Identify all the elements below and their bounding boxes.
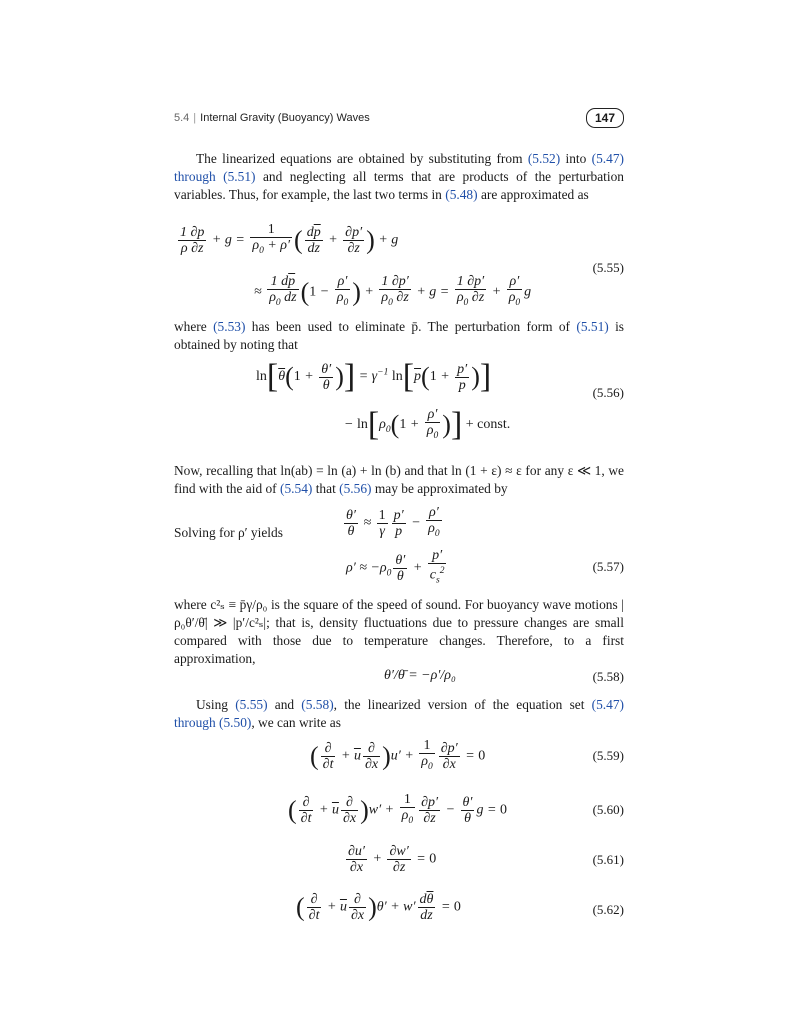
const-term: + const. — [465, 417, 511, 433]
equation-link[interactable]: (5.55) — [235, 697, 268, 712]
text-run: Now, recalling that ln(ab) = ln (a) + ln (b) and that ln (1 + ε) ≈ ε for any ε ≪ 1, we find with the aid of — [174, 463, 624, 496]
equation-number: (5.58) — [592, 669, 624, 684]
equation-5-57 — [174, 548, 624, 588]
approx-expression: $\frac{\theta'}{\theta}$ ≈ $\frac{1}{\gamma}$ $\frac{p'}{p}$ − $\frac{\rho'}{\rho_0}$ — [342, 505, 444, 542]
equation-5-55-line-2: ≈ $\frac{1 d\overline{p}}{\rho_0 dz}$ (1 − $\frac{\rho'}{\rho_0}$ ) + $\frac{1 \partial p'}{\rho_0 \partial z}$ + g = $\frac{1 \partial p'}{\rho_0 \partial z}$ + $\frac{\rho'}{\rho_0}$ g — [254, 274, 531, 311]
equation-5-56-line-1: $\ln[\overline{\theta}(1$ + $\frac{\theta'}{\theta}$ )] = $\gamma^{-1}$ $\ln[\overline{p}(1$ + $\frac{p'}{p}$ )] — [256, 358, 492, 395]
equation-link[interactable]: (5.47) through (5.50) — [174, 697, 625, 730]
equation-5-55 — [174, 222, 624, 314]
section-number: 5.4 — [174, 112, 190, 124]
paragraph-5: where c²ₛ ≡ p̄γ/ρ₀ is the square of the speed of sound. For buoyancy wave motions |ρ₀θ′/θ̄| ≫ |p′/c²ₛ|; that is, density fluctuations due to pressure changes are small compared with those due to temperature changes. Therefore, to a first approximation, — [174, 597, 624, 666]
text-run: , we can write as — [251, 715, 341, 730]
text-run: where — [174, 319, 214, 334]
header-title: Internal Gravity (Buoyancy) Waves — [200, 112, 370, 124]
page-number: 147 — [586, 108, 624, 128]
equation-5-61 — [174, 844, 624, 882]
text-run: , the linearized version of the equation set — [333, 697, 592, 712]
equation-5-61-expression: $\frac{\partial u'}{\partial x}$ + $\frac{\partial w'}{\partial z}$ = 0 — [348, 844, 437, 875]
equation-number: (5.56) — [592, 385, 624, 400]
paragraph-3 — [174, 462, 624, 498]
equation-number: (5.60) — [592, 802, 624, 817]
paragraph-4: Solving for ρ′ yields — [174, 525, 283, 540]
equation-5-56 — [174, 358, 624, 456]
equation-5-60 — [174, 792, 624, 832]
running-header — [174, 108, 624, 132]
equation-link[interactable]: (5.53) — [213, 319, 246, 334]
text-run: and — [267, 697, 302, 712]
equation-link[interactable]: (5.51) — [576, 319, 609, 334]
equation-5-62-expression: ( $\frac{\partial}{\partial t}$ + $\overline{u}$ $\frac{\partial}{\partial x}$ )θ′ + w′ $\frac{d\overline{\theta}}{dz}$ = 0 — [296, 892, 461, 923]
text-run: Using — [196, 697, 236, 712]
text-run: are approximated as — [477, 187, 589, 202]
equation-link[interactable]: (5.56) — [339, 481, 372, 496]
equation-link[interactable]: (5.58) — [301, 697, 334, 712]
equation-link[interactable]: (5.52) — [527, 151, 561, 166]
equation-5-55-line-1: $\frac{1 \partial p}{\rho \partial z}$ + g = $\frac{1}{\rho_0 + \rho'}$ ( $\frac{d\overline{p}}{dz}$ + $\frac{\partial p'}{\partial z}$ ) + g — [176, 222, 398, 259]
text-run: and neglecting all terms that are products of the perturbation variables. Thus, for example, the last two terms in — [174, 169, 625, 202]
header-separator: | — [193, 112, 197, 124]
paragraph-2 — [174, 318, 624, 354]
text-run: that — [312, 481, 340, 496]
text-run: into — [560, 151, 592, 166]
equation-5-60-expression: ( $\frac{\partial}{\partial t}$ + $\overline{u}$ $\frac{\partial}{\partial x}$ )w′ + $\frac{1}{\rho_0}$ $\frac{\partial p'}{\partial z}$ − $\frac{\theta'}{\theta}$ g = 0 — [288, 792, 507, 829]
equation-5-57-expression: $\rho' \approx -\rho_0$ $\frac{\theta'}{\theta}$ + $\frac{p'}{c_s^2}$ — [346, 548, 448, 588]
text-run: has been used to eliminate p̄. The perturbation form of — [245, 319, 577, 334]
paragraph-6 — [174, 696, 624, 732]
equation-number: (5.55) — [592, 260, 624, 275]
text-run: may be approximated by — [371, 481, 508, 496]
equation-5-58-expression: θ′/θ̄ = −ρ′/ρ₀ — [384, 668, 456, 683]
equation-5-56-line-2: − $\ln[\rho_0(1$ + $\frac{\rho'}{\rho_0}$ )] + const. — [344, 406, 511, 443]
equation-number: (5.61) — [592, 852, 624, 867]
equation-number: (5.62) — [592, 902, 624, 917]
section-label — [174, 112, 370, 124]
equation-link[interactable]: (5.47) through (5.51) — [174, 151, 624, 184]
equation-5-59-expression: ( $\frac{\partial}{\partial t}$ + $\overline{u}$ $\frac{\partial}{\partial x}$ )u′ + $\frac{1}{\rho_0}$ $\frac{\partial p'}{\partial x}$ = 0 — [310, 738, 485, 775]
equation-number: (5.57) — [592, 559, 624, 574]
equation-5-58 — [174, 668, 624, 690]
equation-5-62 — [174, 892, 624, 932]
equation-number: (5.59) — [592, 748, 624, 763]
text-run: The linearized equations are obtained by substituting from — [196, 151, 528, 166]
equation-link[interactable]: (5.54) — [280, 481, 313, 496]
text-run: is obtained by noting that — [174, 319, 625, 352]
equation-link[interactable]: (5.48) — [445, 187, 478, 202]
paragraph-1 — [174, 150, 624, 204]
equation-5-59 — [174, 738, 624, 778]
